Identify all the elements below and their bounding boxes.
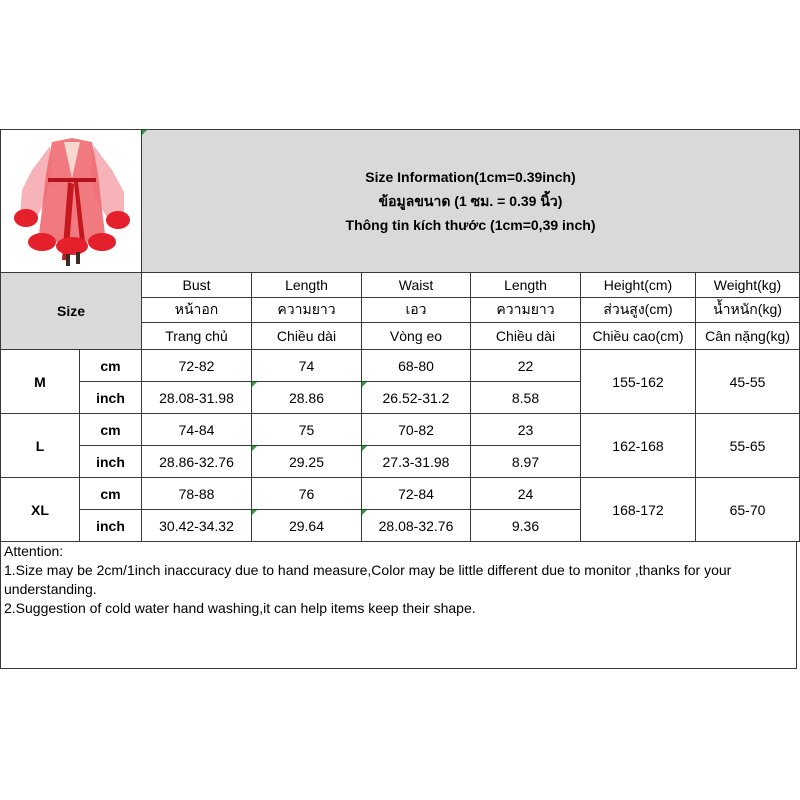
unit-cm-label: cm: [80, 478, 142, 510]
col-header-height-th: ส่วนสูง(cm): [581, 298, 696, 323]
col-header-bust-vi: Trang chủ: [142, 323, 252, 350]
corner-marker-icon: [142, 130, 147, 135]
table-cell: [252, 446, 362, 478]
corner-marker-icon: [252, 510, 257, 515]
table-cell: 9.36: [471, 510, 581, 542]
corner-marker-icon: [362, 510, 367, 515]
table-cell-value: 26.52-31.2: [382, 389, 450, 406]
table-cell: 28.08-31.98: [142, 382, 252, 414]
corner-marker-icon: [252, 446, 257, 451]
unit-cm-label: cm: [80, 414, 142, 446]
attention-note-1: 1.Size may be 2cm/1inch inaccuracy due to hand measure,Color may be little different due to monitor ,thanks for your understanding.: [4, 562, 732, 597]
height-cell: 155-162: [581, 350, 696, 414]
size-chart-sheet: [0, 129, 800, 671]
table-cell: 74-84: [142, 414, 252, 446]
table-cell: 78-88: [142, 478, 252, 510]
col-header-weight-vi: Cân nặng(kg): [696, 323, 800, 350]
col-header-bust-th: หน้าอก: [142, 298, 252, 323]
table-cell: [362, 510, 471, 542]
height-cell: 162-168: [581, 414, 696, 478]
corner-marker-icon: [252, 382, 257, 387]
table-cell: 75: [252, 414, 362, 446]
attention-notes: [0, 541, 797, 669]
col-header-height-en: Height(cm): [581, 273, 696, 298]
size-xl-label: XL: [1, 478, 80, 542]
chart-title: [142, 130, 800, 273]
size-m-label: M: [1, 350, 80, 414]
size-header: Size: [1, 273, 142, 350]
table-cell: 76: [252, 478, 362, 510]
table-cell: [362, 382, 471, 414]
table-cell: 74: [252, 350, 362, 382]
col-header-waist-th: เอว: [362, 298, 471, 323]
table-cell: 23: [471, 414, 581, 446]
table-cell-value: 27.3-31.98: [382, 453, 450, 470]
table-cell: 72-84: [362, 478, 471, 510]
col-header-length-th: ความยาว: [252, 298, 362, 323]
title-english: Size Information(1cm=0.39inch): [365, 169, 576, 185]
weight-cell: 65-70: [696, 478, 800, 542]
table-cell: 8.58: [471, 382, 581, 414]
corner-marker-icon: [362, 446, 367, 451]
size-l-label: L: [1, 414, 80, 478]
table-cell: 28.86-32.76: [142, 446, 252, 478]
title-vietnamese: Thông tin kích thước (1cm=0,39 inch): [345, 217, 596, 233]
table-cell-value: 29.25: [288, 453, 325, 470]
col-header-length2-en: Length: [471, 273, 581, 298]
col-header-weight-th: น้ำหนัก(kg): [696, 298, 800, 323]
attention-note-2: 2.Suggestion of cold water hand washing,it can help items keep their shape.: [4, 600, 476, 616]
red-robe-product-image: [2, 130, 141, 269]
col-header-weight-en: Weight(kg): [696, 273, 800, 298]
table-cell: [252, 510, 362, 542]
table-cell: 72-82: [142, 350, 252, 382]
col-header-waist-en: Waist: [362, 273, 471, 298]
product-photo-cell: [1, 130, 142, 273]
col-header-length-vi: Chiều dài: [252, 323, 362, 350]
col-header-bust-en: Bust: [142, 273, 252, 298]
col-header-height-vi: Chiều cao(cm): [581, 323, 696, 350]
col-header-waist-vi: Vòng eo: [362, 323, 471, 350]
table-cell: 22: [471, 350, 581, 382]
table-cell: 8.97: [471, 446, 581, 478]
unit-inch-label: inch: [80, 382, 142, 414]
table-cell-value: 29.64: [288, 517, 325, 534]
table-cell-value: 28.08-32.76: [378, 517, 454, 534]
size-table: [0, 129, 800, 542]
table-cell: 24: [471, 478, 581, 510]
weight-cell: 45-55: [696, 350, 800, 414]
unit-cm-label: cm: [80, 350, 142, 382]
table-cell: 30.42-34.32: [142, 510, 252, 542]
unit-inch-label: inch: [80, 446, 142, 478]
height-cell: 168-172: [581, 478, 696, 542]
col-header-length2-vi: Chiều dài: [471, 323, 581, 350]
attention-heading: Attention:: [4, 543, 64, 559]
table-cell-value: 28.86: [288, 389, 325, 406]
col-header-length-en: Length: [252, 273, 362, 298]
corner-marker-icon: [362, 382, 367, 387]
table-cell: [252, 382, 362, 414]
unit-inch-label: inch: [80, 510, 142, 542]
table-cell: 68-80: [362, 350, 471, 382]
weight-cell: 55-65: [696, 414, 800, 478]
table-cell: 70-82: [362, 414, 471, 446]
table-cell: [362, 446, 471, 478]
col-header-length2-th: ความยาว: [471, 298, 581, 323]
title-thai: ข้อมูลขนาด (1 ซม. = 0.39 นิ้ว): [378, 193, 563, 209]
